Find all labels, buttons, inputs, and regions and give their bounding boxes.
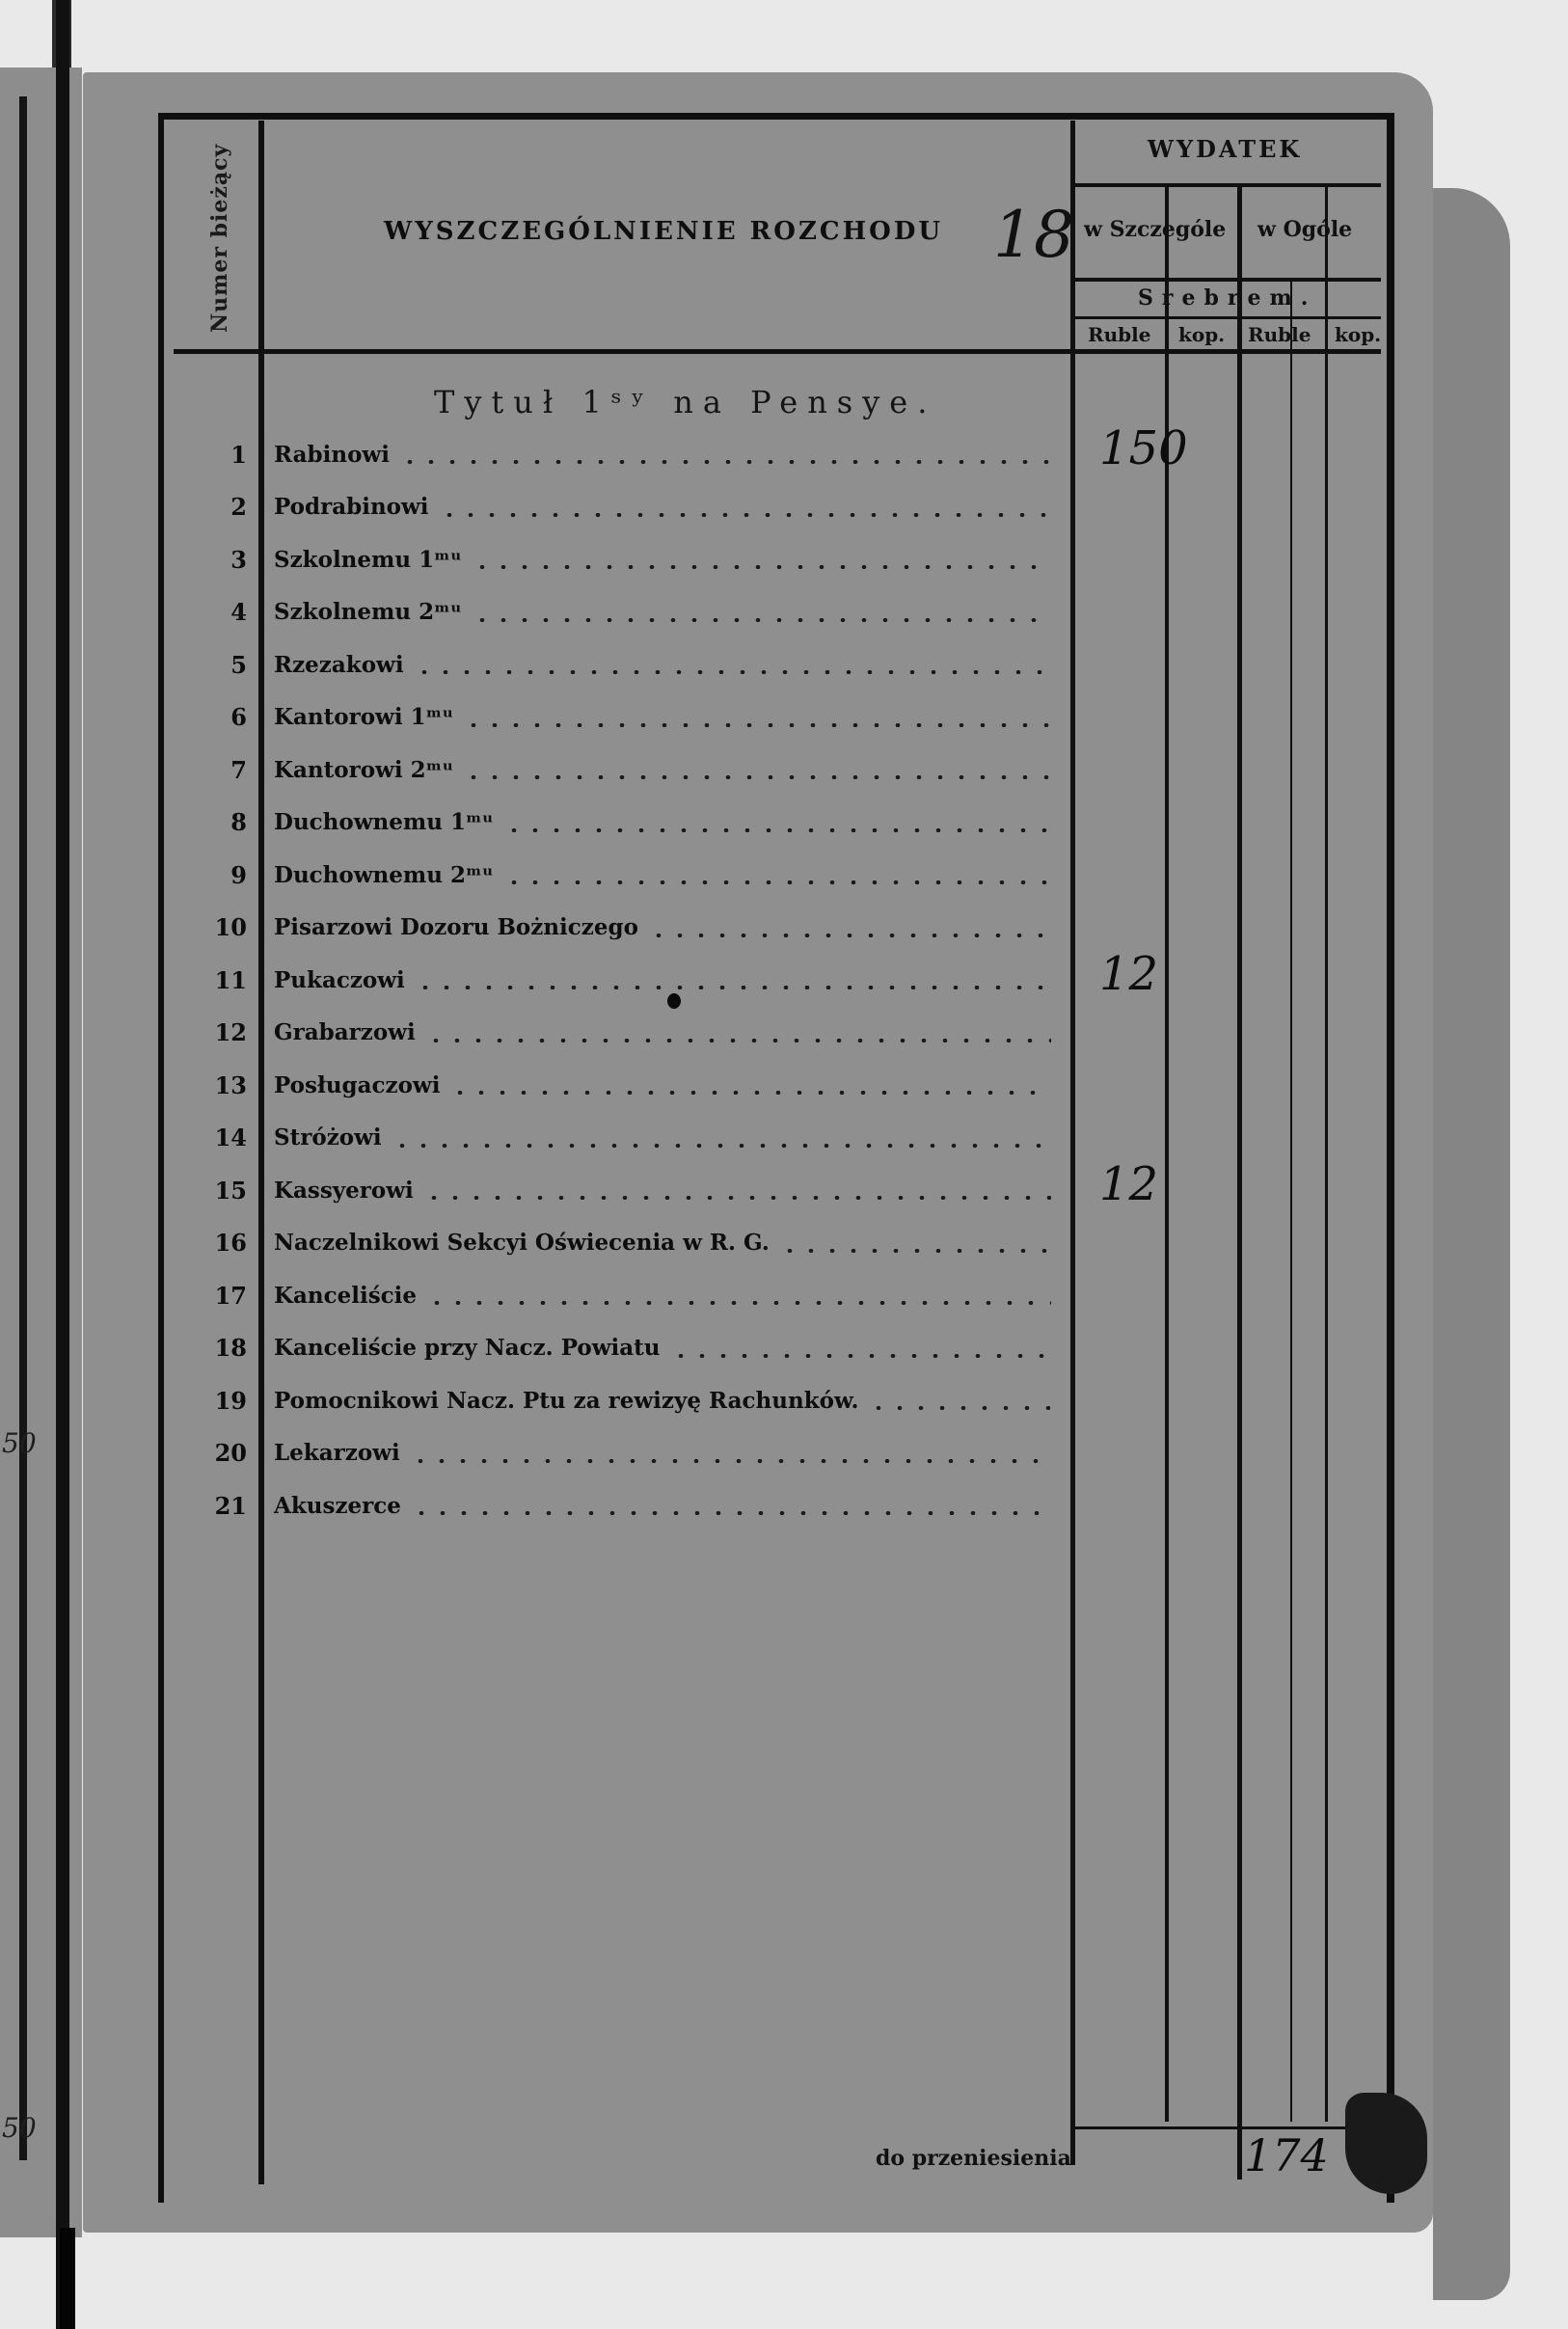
table-row xyxy=(174,798,1061,848)
row-label: Kassyerowi xyxy=(274,1177,414,1204)
row-number: 5 xyxy=(230,650,247,679)
row-number: 2 xyxy=(230,493,247,521)
previous-page-rule xyxy=(19,96,27,2160)
previous-page-edge xyxy=(0,68,82,2237)
table-row xyxy=(174,850,1061,900)
dot-leader xyxy=(472,618,1051,622)
table-row xyxy=(174,534,1061,584)
row-label: Duchownemu 1ᵐᵘ xyxy=(274,809,494,835)
header-kop-1: kop. xyxy=(1178,323,1226,346)
row-amount: 12 xyxy=(1099,1157,1159,1211)
table-row xyxy=(174,1165,1061,1215)
column-rule-inner xyxy=(1290,280,1292,2122)
table-row xyxy=(174,903,1061,953)
page-corner-damage xyxy=(1345,2093,1427,2194)
table-row xyxy=(174,1008,1061,1058)
row-label: Kanceliście xyxy=(274,1282,418,1309)
column-rule-kop-2 xyxy=(1325,183,1328,2122)
row-label: Szkolnemu 2ᵐᵘ xyxy=(274,599,462,625)
row-number: 19 xyxy=(214,1386,247,1415)
row-label: Naczelnikowi Sekcyi Oświecenia w R. G. xyxy=(274,1230,770,1256)
dot-leader xyxy=(779,1249,1051,1253)
dot-leader xyxy=(439,513,1051,517)
margin-note: 50 xyxy=(2,1427,37,1459)
header-ruble-1: Ruble xyxy=(1088,323,1151,346)
header-srebrem: Srebrem. xyxy=(1138,285,1317,311)
ink-spot xyxy=(667,993,681,1009)
dot-leader xyxy=(425,1039,1051,1043)
row-number: 10 xyxy=(214,913,247,941)
header-wydatek-rule xyxy=(1072,183,1381,187)
margin-note: 50 xyxy=(2,2112,37,2144)
row-number: 11 xyxy=(214,965,247,994)
binding-spine-bottom xyxy=(60,2228,75,2329)
dot-leader xyxy=(670,1354,1051,1358)
header-wydatek: WYDATEK xyxy=(1148,135,1303,163)
row-number: 18 xyxy=(214,1334,247,1362)
handwritten-page-number: 18 xyxy=(993,198,1074,272)
section-title: Tytuł 1ˢʸ na Pensye. xyxy=(434,384,937,420)
header-w-ogole: w Ogóle xyxy=(1257,217,1353,242)
row-label: Grabarzowi xyxy=(274,1019,416,1045)
page-edge xyxy=(1433,188,1510,2300)
footer-label: do przeniesienia xyxy=(876,2146,1071,2171)
table-row xyxy=(174,1113,1061,1163)
table-row xyxy=(174,1480,1061,1530)
row-label: Pisarzowi Dozoru Bożniczego xyxy=(274,914,638,940)
header-sub-rule xyxy=(1072,278,1381,282)
table-row xyxy=(174,745,1061,795)
row-number: 7 xyxy=(230,755,247,784)
row-number: 17 xyxy=(214,1281,247,1310)
dot-leader xyxy=(463,775,1051,779)
row-number: 16 xyxy=(214,1229,247,1257)
table-row xyxy=(174,1323,1061,1373)
binding-spine xyxy=(56,0,69,2329)
header-ruble-2: Ruble xyxy=(1248,323,1311,346)
numer-biezacy-header: Numer bieżący xyxy=(207,143,232,333)
dot-leader xyxy=(423,1196,1051,1200)
row-number: 21 xyxy=(214,1491,247,1520)
row-amount: 12 xyxy=(1099,947,1159,1001)
row-number: 4 xyxy=(230,598,247,626)
row-label: Posługaczowi xyxy=(274,1071,441,1098)
dot-leader xyxy=(414,670,1051,674)
row-label: Kantorowi 2ᵐᵘ xyxy=(274,756,454,783)
row-number: 15 xyxy=(214,1176,247,1205)
dot-leader xyxy=(449,1091,1051,1095)
dot-leader xyxy=(503,828,1051,832)
header-w-szczegole: w Szczególe xyxy=(1084,217,1227,242)
header-bottom-rule xyxy=(174,349,1381,354)
table-row xyxy=(174,1218,1061,1268)
table-row xyxy=(174,1060,1061,1110)
row-number: 20 xyxy=(214,1439,247,1467)
row-amount: 150 xyxy=(1099,421,1188,475)
row-label: Akuszerce xyxy=(274,1492,401,1519)
row-number: 13 xyxy=(214,1070,247,1099)
column-rule-total xyxy=(1237,183,1242,2180)
footer-rule xyxy=(1072,2126,1381,2129)
row-label: Kanceliście przy Nacz. Powiatu xyxy=(274,1335,661,1361)
dot-leader xyxy=(399,460,1051,464)
dot-leader xyxy=(426,1301,1051,1305)
row-number: 9 xyxy=(230,860,247,889)
dot-leader xyxy=(472,565,1051,569)
table-row xyxy=(174,1270,1061,1320)
footer-total: 174 xyxy=(1244,2129,1329,2181)
row-label: Podrabinowi xyxy=(274,494,429,520)
row-number: 8 xyxy=(230,808,247,836)
row-label: Pukaczowi xyxy=(274,966,405,993)
row-label: Duchownemu 2ᵐᵘ xyxy=(274,861,494,888)
row-label: Kantorowi 1ᵐᵘ xyxy=(274,704,454,730)
row-label: Lekarzowi xyxy=(274,1440,400,1466)
row-number: 6 xyxy=(230,703,247,731)
table-row xyxy=(174,587,1061,637)
table-row xyxy=(174,692,1061,743)
row-label: Rzezakowi xyxy=(274,651,404,678)
table-row xyxy=(174,429,1061,479)
dot-leader xyxy=(868,1406,1051,1410)
row-number: 3 xyxy=(230,545,247,574)
dot-leader xyxy=(415,986,1051,989)
dot-leader xyxy=(503,880,1051,884)
dot-leader xyxy=(648,934,1051,937)
table-row xyxy=(174,639,1061,690)
header-srebrem-rule xyxy=(1072,316,1381,319)
dot-leader xyxy=(410,1459,1051,1463)
table-row xyxy=(174,1375,1061,1425)
row-label: Stróżowi xyxy=(274,1124,382,1151)
table-row xyxy=(174,1428,1061,1478)
row-label: Szkolnemu 1ᵐᵘ xyxy=(274,546,462,573)
column-rule-amounts xyxy=(1070,121,1075,2165)
row-number: 12 xyxy=(214,1018,247,1046)
row-label: Rabinowi xyxy=(274,441,390,468)
table-row xyxy=(174,955,1061,1005)
header-kop-2: kop. xyxy=(1335,323,1382,346)
dot-leader xyxy=(411,1511,1051,1515)
dot-leader xyxy=(463,723,1051,727)
row-number: 14 xyxy=(214,1124,247,1151)
row-number: 1 xyxy=(230,440,247,469)
row-label: Pomocnikowi Nacz. Ptu za rewizyę Rachunków. xyxy=(274,1387,859,1414)
header-title: WYSZCZEGÓLNIENIE ROZCHODU xyxy=(384,217,944,246)
dot-leader xyxy=(392,1144,1051,1148)
table-row xyxy=(174,482,1061,532)
